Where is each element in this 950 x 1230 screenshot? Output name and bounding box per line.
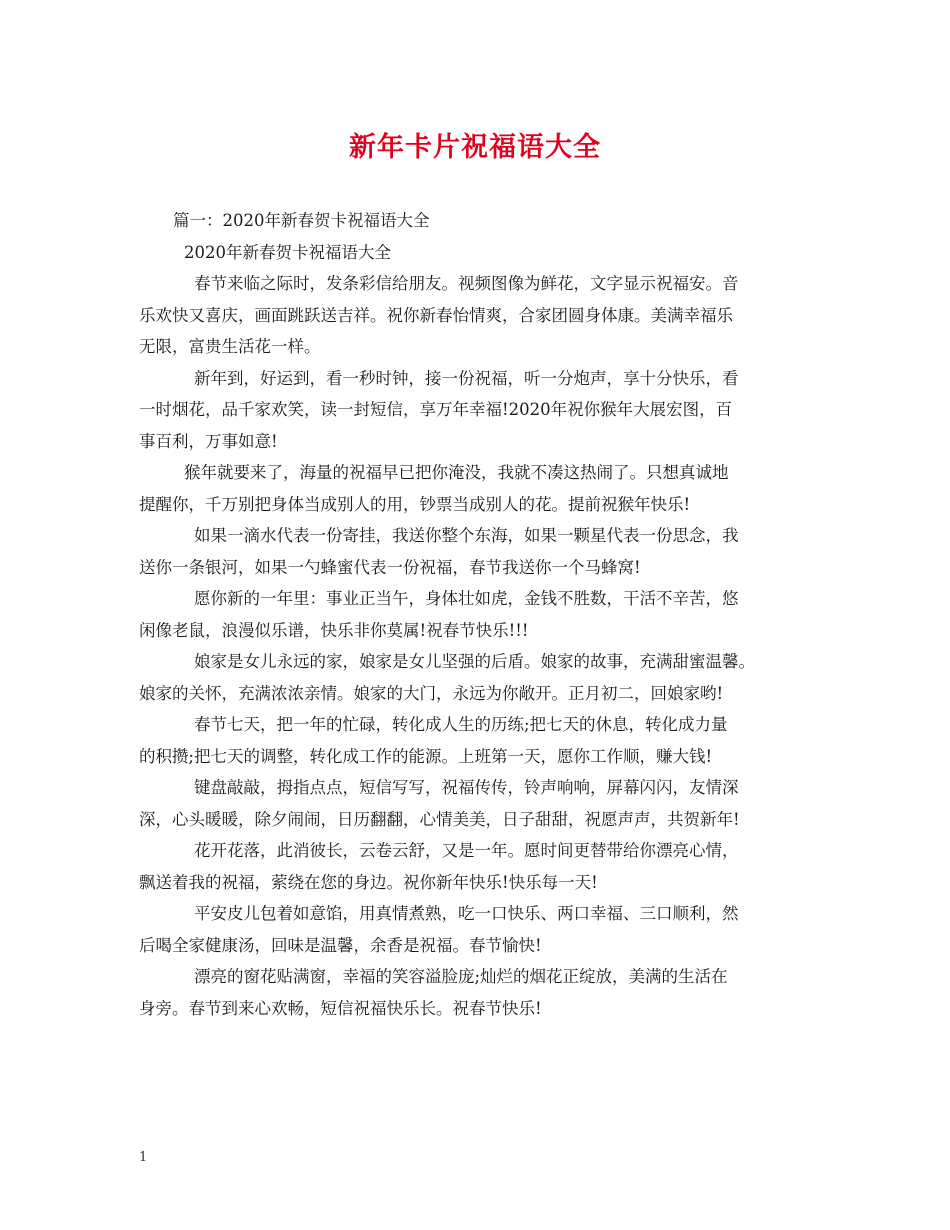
paragraph-line: 后喝全家健康汤，回味是温馨，余香是祝福。春节愉快! [139,935,542,955]
paragraph-line: 身旁。春节到来心欢畅，短信祝福快乐长。祝春节快乐! [139,998,542,1018]
paragraph-line: 送你一条银河，如果一勺蜂蜜代表一份祝福，春节我送你一个马蜂窝! [139,557,641,577]
paragraph-line: 闲像老鼠，浪漫似乐谱，快乐非你莫属!祝春节快乐!!! [139,620,529,640]
paragraph-line: 花开花落，此消彼长，云卷云舒，又是一年。愿时间更替带给你漂亮心情， [194,841,739,860]
paragraph-line: 飘送着我的祝福，萦绕在您的身边。祝你新年快乐!快乐每一天! [139,872,598,892]
paragraph-line: 新年到，好运到，看一秒时钟，接一份祝福，听一分炮声，享十分快乐，看 [194,368,739,388]
paragraph-line: 深，心头暖暖，除夕闹闹，日历翻翻，心情美美，日子甜甜，祝愿声声，共贺新年! [139,809,740,829]
paragraph-line: 无限，富贵生活花一样。 [139,337,321,356]
paragraph-line: 的积攒;把七天的调整，转化成工作的能源。上班第一天，愿你工作顺，赚大钱! [139,746,713,766]
paragraph-line: 春节七天，把一年的忙碌，转化成人生的历练;把七天的休息，转化成力量 [194,715,728,734]
paragraph-line: 提醒你，千万别把身体当成别人的用，钞票当成别人的花。提前祝猴年快乐! [139,494,691,514]
paragraph-line: 键盘敲敲，拇指点点，短信写写，祝福传传，铃声响响，屏幕闪闪，友情深 [194,778,739,797]
paragraph-line: 平安皮儿包着如意馅，用真情煮熟，吃一口快乐、两口幸福、三口顺利，然 [194,904,739,923]
page-number: 1 [139,1150,148,1165]
paragraph-line: 事百利，万事如意! [139,431,278,451]
paragraph-line: 一时烟花，品千家欢笑，读一封短信，享万年幸福!2020年祝你猴年大展宏图，百 [139,400,733,419]
paragraph-line: 乐欢快又喜庆，画面跳跃送吉祥。祝你新春怡情爽，合家团圆身体康。美满幸福乐 [139,305,733,325]
paragraph-line: 娘家的关怀，充满浓浓亲情。娘家的大门，永远为你敞开。正月初二，回娘家哟! [139,683,724,703]
page-title: 新年卡片祝福语大全 [349,132,601,163]
paragraph-line: 漂亮的窗花贴满窗，幸福的笑容溢脸庞;灿烂的烟花正绽放，美满的生活在 [194,967,728,986]
section-heading: 篇一：2020年新春贺卡祝福语大全 [173,211,430,230]
subheading: 2020年新春贺卡祝福语大全 [184,242,391,262]
paragraph-line: 猴年就要来了，海量的祝福早已把你淹没，我就不凑这热闹了。只想真诚地 [184,463,729,482]
document-body [139,205,819,1024]
paragraph-line: 春节来临之际时，发条彩信给朋友。视频图像为鲜花，文字显示祝福安。音 [194,274,739,293]
paragraph-line: 如果一滴水代表一份寄挂，我送你整个东海，如果一颗星代表一份思念，我 [194,526,739,545]
paragraph-line: 娘家是女儿永远的家，娘家是女儿坚强的后盾。娘家的故事，充满甜蜜温馨。 [194,652,755,671]
paragraph-line: 愿你新的一年里：事业正当午，身体壮如虎，金钱不胜数，干活不辛苦，悠 [194,589,739,608]
